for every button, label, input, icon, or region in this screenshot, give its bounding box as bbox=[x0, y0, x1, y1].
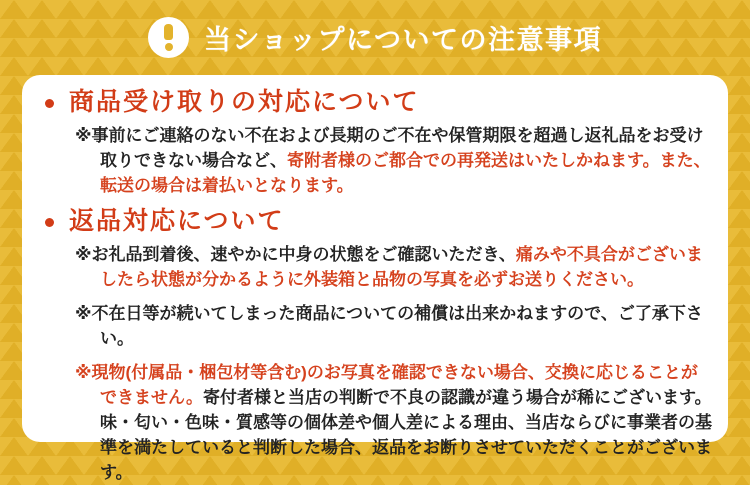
section-heading-returns: 返品対応について bbox=[69, 207, 285, 235]
text-segment: ※事前にご連絡のない不在および長期のご不在や保管期限を超過し返礼品をお受け取りできない場合など、 bbox=[75, 126, 704, 170]
section-heading-receipt: 商品受け取りの対応について bbox=[69, 88, 420, 116]
text-segment: 寄付者様と当店の判断で不良の認識が違う場合が稀にございます。味・匂い・色味・質感等の個体差や個人差による理由、当店ならびに事業者の基準を満たしていると判断した場合、返品をお断りさせていただくことがございます。 bbox=[100, 388, 712, 482]
bullet-icon bbox=[45, 99, 54, 108]
bullet-icon bbox=[45, 218, 54, 227]
exclamation-dot bbox=[165, 43, 173, 51]
text-segment: ※不在日等が続いてしまった商品についての補償は出来かねますので、ご了承下さい。 bbox=[75, 304, 703, 348]
paragraph-returns-1 bbox=[42, 242, 712, 292]
text-segment: ※現物(付属品・梱包材等含む)のお写真を確認できない場合、交換に応じることができません。 bbox=[75, 363, 698, 407]
text-segment: 寄附者様のご都合での再発送はいたしかねます。また、転送の場合は着払いとなります。 bbox=[100, 151, 711, 195]
notice-title: 当ショップについての注意事項 bbox=[204, 24, 602, 55]
notice-card bbox=[22, 75, 728, 482]
section-heading-row-receipt bbox=[42, 88, 712, 116]
text-segment: 痛みや不具合がございましたら状態が分かるように外装箱と品物の写真を必ずお送りください。 bbox=[100, 245, 703, 289]
section-heading-row-returns bbox=[42, 207, 712, 235]
notice-header bbox=[0, 0, 750, 59]
paragraph-returns-3 bbox=[42, 360, 712, 485]
exclamation-bar bbox=[164, 24, 173, 40]
exclamation-icon bbox=[148, 17, 189, 58]
paragraph-receipt-1 bbox=[42, 123, 712, 198]
paragraph-returns-2 bbox=[42, 301, 712, 351]
text-segment: ※お礼品到着後、速やかに中身の状態をご確認いただき、 bbox=[75, 245, 516, 264]
